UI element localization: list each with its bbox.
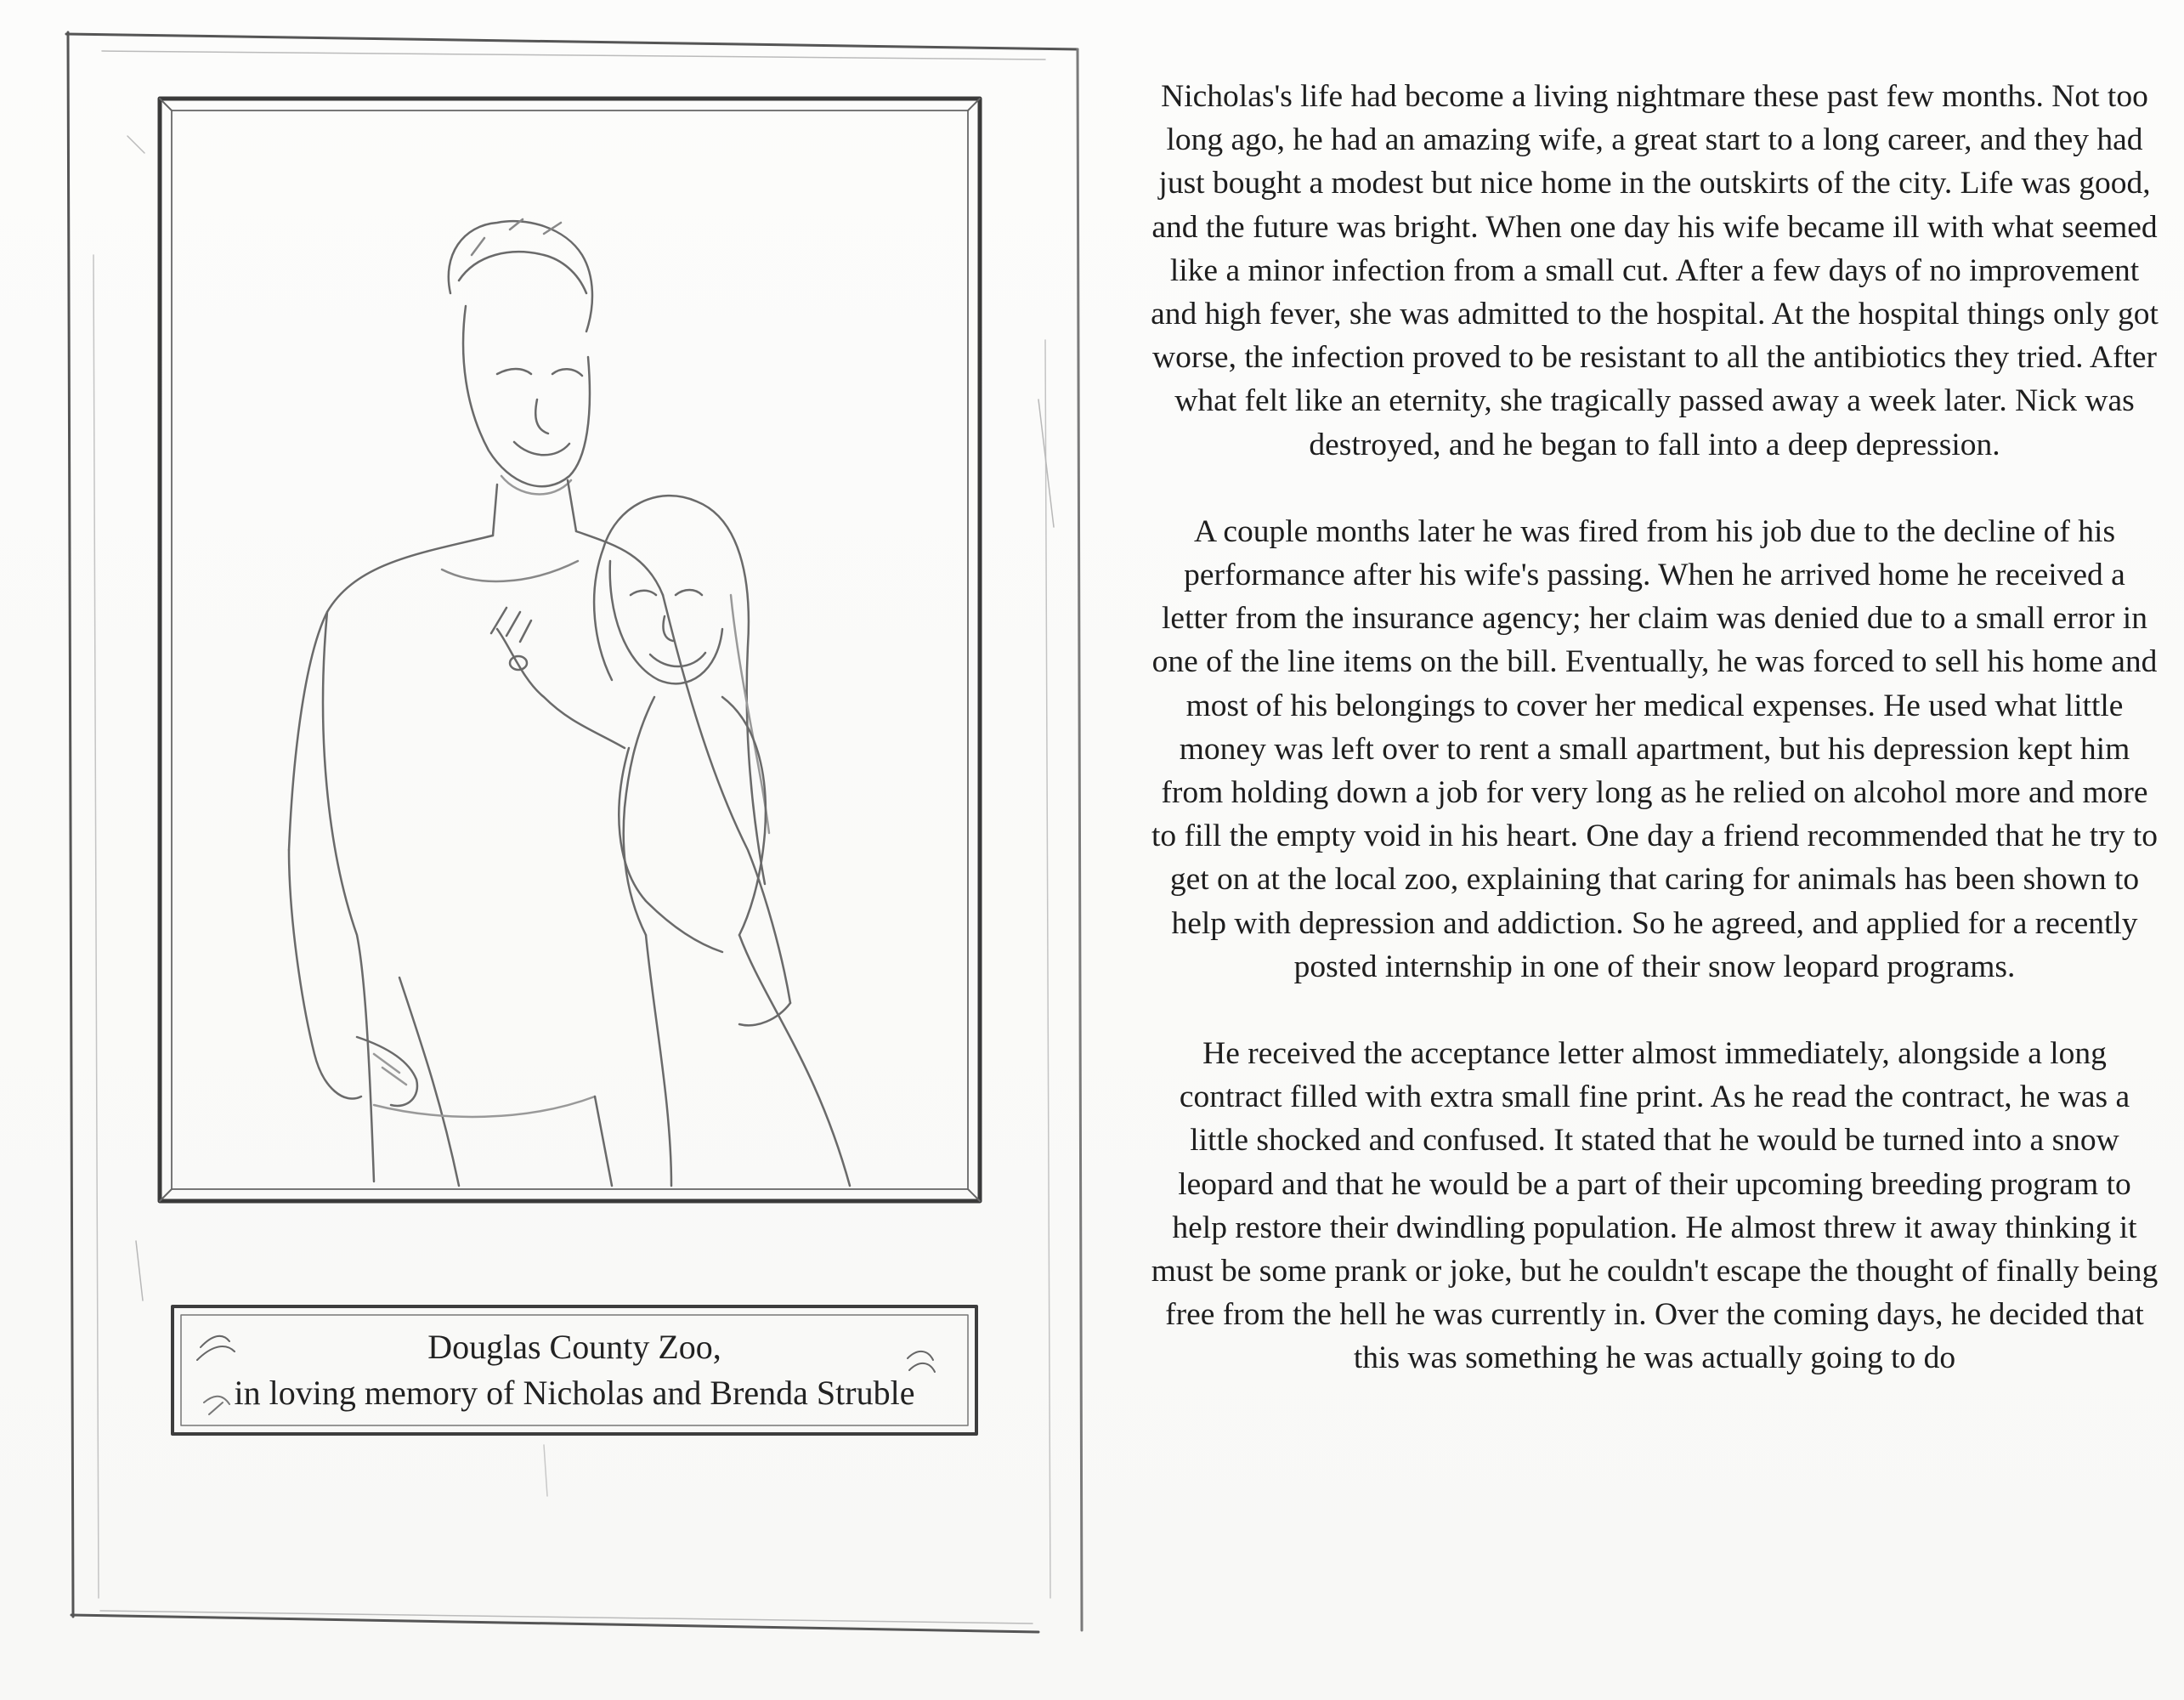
story-paragraph-2: A couple months later he was fired from his job due to the decline of his performance after his wife's passing. When he arrived home he received a letter from the insurance agency; her claim was denied due to a small error in one of the line items on the bill. Eventually, he was forced to sell his home and most of his belongings to cover her medical expenses. He used what little money was left over to rent a small apartment, but his depression kept him from holding down a job for very long as he relied on alcohol more and more to fill the empty void in his heart. One day a friend recommended that he try to get on at the local zoo, explaining that caring for animals has been shown to help with depression and addiction. So he agreed, and applied for a recently posted internship in one of their snow leopard programs.: [1151, 513, 2159, 984]
plaque-dedication: in loving memory of Nicholas and Brenda Struble: [234, 1374, 915, 1412]
memorial-plaque: [173, 1306, 976, 1434]
story-text: [1149, 75, 2160, 1380]
couple-portrait: [289, 219, 850, 1186]
story-paragraph-1: Nicholas's life had become a living nightmare these past few months. Not too long ago, he had an amazing wife, a great start to a long career, and they had just bought a modest but nice home in the outskirts of the city. Life was good, and the future was bright. When one day his wife became ill with what seemed like a minor infection from a small cut. After a few days of no improvement and high fever, she was admitted to the hospital. At the hospital things only got worse, the infection proved to be resistant to all the antibiotics they tried. After what felt like an eternity, she tragically passed away a week later. Nick was destroyed, and he began to fall into a deep depression.: [1151, 79, 2159, 462]
photo-frame: [160, 99, 980, 1201]
plaque-title: Douglas County Zoo,: [427, 1328, 721, 1366]
story-paragraph-3: He received the acceptance letter almost immediately, alongside a long contract filled with extra small fine print. As he read the contract, he was a little shocked and confused. It stated that he would be turned into a snow leopard and that he would be a part of their upcoming breeding program to help restore their dwindling population. He almost threw it away thinking it must be some prank or joke, but he couldn't escape the thought of finally being free from the hell he was currently in. Over the coming days, he decided that this was something he was actually going to do: [1151, 1036, 2159, 1376]
